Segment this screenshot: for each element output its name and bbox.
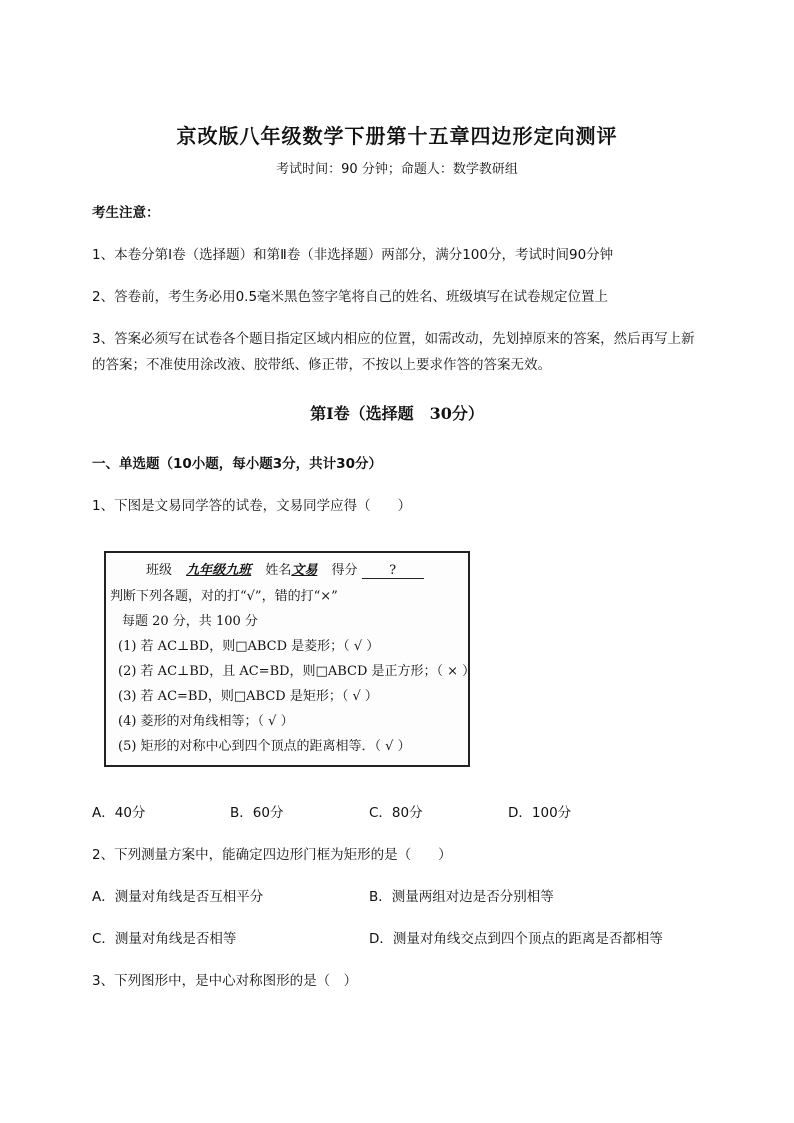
class-value: 九年级九班 xyxy=(186,563,252,578)
q2-option-c[interactable]: C．测量对角线是否相等 xyxy=(92,931,237,947)
q2-option-b[interactable]: B．测量两组对边是否分别相等 xyxy=(369,889,554,905)
notice-item-3: 3、答案必须写在试卷各个题目指定区域内相应的位置，如需改动，先划掉原来的答案，然后再写上新 xyxy=(92,331,695,347)
score-label: 得分 xyxy=(331,563,358,578)
question-1-stem: 1、下图是文易同学答的试卷，文易同学应得（ ） xyxy=(92,498,412,514)
notice-item-1: 1、本卷分第Ⅰ卷（选择题）和第Ⅱ卷（非选择题）两部分，满分100分，考试时间90分钟 xyxy=(92,247,614,263)
sheet-header xyxy=(146,559,424,579)
question-2-stem: 2、下列测量方案中，能确定四边形门框为矩形的是（ ） xyxy=(92,847,452,863)
sheet-item-1: (1) 若 AC⊥BD，则□ABCD 是菱形；（ √ ） xyxy=(118,639,380,654)
part-title: 第Ⅰ卷（选择题 30分） xyxy=(310,404,484,423)
notice-heading: 考生注意： xyxy=(92,205,160,221)
sheet-item-5: (5) 矩形的对称中心到四个顶点的距离相等．（ √ ） xyxy=(118,739,411,754)
name-value: 文易 xyxy=(291,563,318,578)
class-label: 班级 xyxy=(146,563,173,578)
notice-item-3-cont: 的答案；不准使用涂改液、胶带纸、修正带，不按以上要求作答的答案无效。 xyxy=(92,357,551,373)
q1-option-c[interactable]: C．80分 xyxy=(369,805,423,821)
sheet-item-4: (4) 菱形的对角线相等；（ √ ） xyxy=(118,714,294,729)
q2-option-a[interactable]: A．测量对角线是否互相平分 xyxy=(92,889,264,905)
sheet-points: 每题 20 分，共 100 分 xyxy=(122,614,258,629)
answer-sheet-image xyxy=(104,551,476,767)
notice-item-2: 2、答卷前，考生务必用0.5毫米黑色签字笔将自己的姓名、班级填写在试卷规定位置上 xyxy=(92,289,609,305)
exam-info: 考试时间：90 分钟；命题人：数学教研组 xyxy=(276,162,518,177)
name-label: 姓名 xyxy=(265,563,292,578)
sheet-item-2: (2) 若 AC⊥BD，且 AC=BD，则□ABCD 是正方形；（ × ） xyxy=(118,664,476,679)
question-3-stem: 3、下列图形中，是中心对称图形的是（ ） xyxy=(92,973,358,989)
sheet-item-3: (3) 若 AC=BD，则□ABCD 是矩形；（ √ ） xyxy=(118,689,378,704)
section-heading: 一、单选题（10小题，每小题3分，共计30分） xyxy=(92,456,382,472)
q1-option-b[interactable]: B．60分 xyxy=(230,805,284,821)
q1-option-d[interactable]: D．100分 xyxy=(508,805,572,821)
sheet-instruction: 判断下列各题，对的打“√”，错的打“×” xyxy=(110,589,338,604)
page-title: 京改版八年级数学下册第十五章四边形定向测评 xyxy=(176,124,618,148)
q2-option-d[interactable]: D．测量对角线交点到四个顶点的距离是否都相等 xyxy=(369,931,663,947)
score-value: ? xyxy=(362,563,424,579)
q1-option-a[interactable]: A．40分 xyxy=(92,805,146,821)
